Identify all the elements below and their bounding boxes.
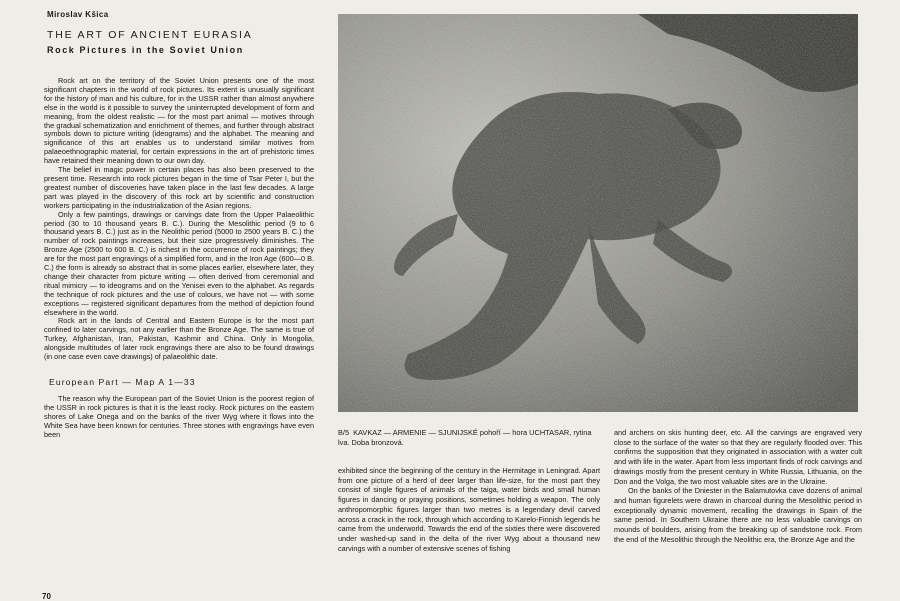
section-heading: European Part — Map A 1—33	[49, 377, 196, 387]
body-paragraph: On the banks of the Dniester in the Balamutovka cave dozens of animal and human figurelets were drawn in charcoal during the Mesolithic period in exceptionally dynamic movement, recalling the drawings in Spain of the same period. In Southern Ukraine there are no less valuable carvings on mounds of boulders, arising from the breaking up of sandstone rock. From the end of the Mesolithic through the Neolithic era, the Bronze Age and the	[614, 486, 862, 544]
caption-text: KAVKAZ — ARMENIE — SJUNIJSKÉ pohoří — hora UCHTASAR, rytina lva. Doba bronzová.	[338, 428, 592, 447]
body-paragraph: and archers on skis hunting deer, etc. All the carvings are engraved very close to the surface of the water so that they are regularly flooded over. This confirms the supposition that they originated in association with a water cult and with life in the water. Apart from less important finds of rock carvings and drawings mostly from the present century in White Russia, Lithuania, on the Don and the Volga, the two most valuable sites are in the Ukraine.	[614, 428, 862, 486]
body-paragraph: Rock art on the territory of the Soviet Union presents one of the most significant chapters in the world of rock pictures. Its extent is unusually significant for the history of man and his culture, for in the USSR rather than almost anywhere else in the world is it possible to survey the uninterrupted development of form and meaning, from the oldest realistic — for the most part animal — motives through the gradual schematization and enrichment of themes, and further through abstract symbols down to picture writing (ideograms) and the alphabet. The meaning and significance of this art enables us to understand similar motives from palaeoethnographic material, for certain expressions in the art of prehistoric times have retained their meaning down to our own day.	[44, 76, 314, 166]
photo-caption	[338, 428, 600, 447]
body-paragraph: The belief in magic power in certain places has also been preserved to the present time. Research into rock pictures began in the time of Tsar Peter I, but the greatest number of discoveries have taken place in the last few decades. A large part was played in the discovery of this rock art by scientific and construction workers participating in the industrialization of the Asian regions.	[44, 165, 314, 210]
left-text-column	[44, 10, 314, 440]
article-title: THE ART OF ANCIENT EURASIA	[47, 29, 253, 41]
right-text-column	[614, 428, 862, 544]
middle-text-column	[338, 466, 600, 553]
body-paragraph: Only a few paintings, drawings or carvings date from the Upper Palaeolithic period (30 to 10 thousand years B. C.). During the Mesolithic period (9 to 6 thousand years B. C.) just as in the Neolithic period (5000 to 2500 years B. C.) the number of rock paintings increases, but their size progressively diminishes. The Bronze Age (2500 to 600 B. C.) is richest in the occurrence of rock paintings; they are for the most part engravings of a simplified form, and in the Iron Age (600—0 B. C.) the form is already so abstract that in some places earlier, elsewhere later, they change their character from picture writing — often derived from ceremonial and ritual mimicry — to ideograms and on the Yenisei even to the alphabet. As regards the technique of rock pictures and the use of colours, we have not — with some exceptions — registered significant departures from the method of depiction found elsewhere in the world.	[44, 209, 314, 317]
caption-number: B/5	[338, 428, 350, 437]
article-subtitle: Rock Pictures in the Soviet Union	[47, 45, 244, 55]
body-paragraph: The reason why the European part of the Soviet Union is the poorest region of the USSR in rock pictures is that it is the least rocky. Rock pictures on the eastern shores of Lake Onega and on the banks of the river Wyg where it flows into the White Sea have been known for centuries. Three stones with engravings have even been	[44, 394, 315, 439]
lion-engraving-illustration	[338, 14, 858, 412]
author-name: Miroslav Kšica	[47, 10, 109, 19]
rock-engraving-photo	[338, 14, 858, 412]
page-number: 70	[42, 592, 51, 601]
body-paragraph: Rock art in the lands of Central and Eastern Europe is for the most part confined to later carvings, not any earlier than the Bronze Age. The same is true of Turkey, Afghanistan, Iran, Pakistan, Kashmir and China. Only in Mongolia, alongside multitudes of later rock engravings there are also to be found drawings (in one case even cave drawings) of palaeolithic date.	[44, 316, 314, 362]
body-paragraph: exhibited since the beginning of the century in the Hermitage in Leningrad. Apart from one picture of a herd of deer larger than life-size, for the most part they consist of single figures of animals of the taiga, water birds and small human figures in dancing or praying positions, sometimes holding a weapon. The only anthropomorphic figures larger than two metres is a legendary devil carved across a crack in the rock, through which according to Karelo-Finnish legends he came from the underworld. Towards the end of the sixties there were discovered under washed-up sand in the delta of the river Wyg about a thousand new carvings with a number of extensive scenes of fishing	[338, 466, 600, 553]
